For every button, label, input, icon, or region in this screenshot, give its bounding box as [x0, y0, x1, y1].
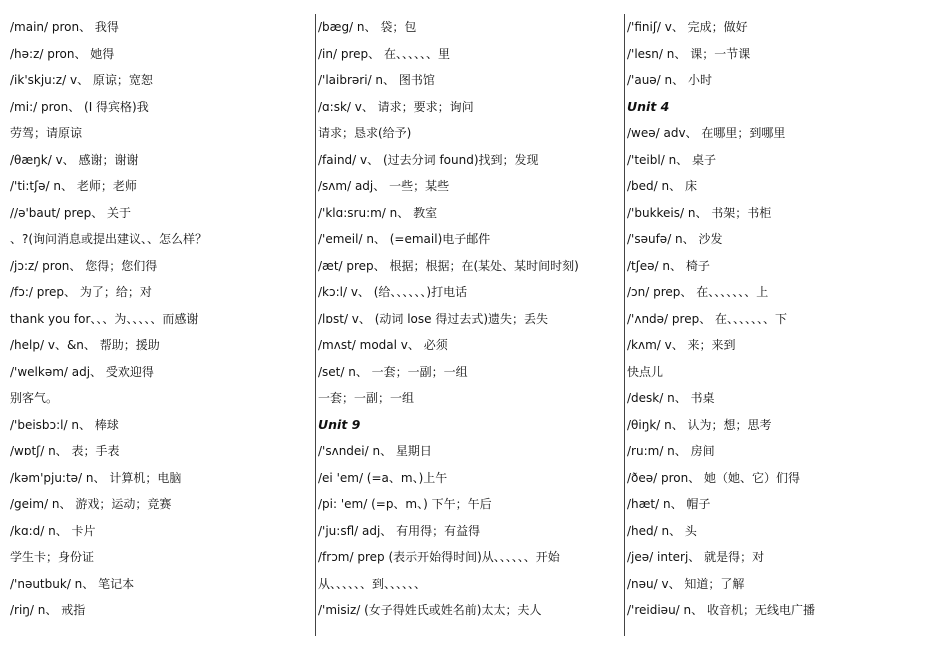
vocab-entry: /'sʌndei/ n、 星期日 — [318, 444, 432, 458]
vocab-column-2 — [318, 14, 618, 624]
vocab-entry: /set/ n、 一套；一副；一组 — [318, 364, 468, 379]
vocab-entry: /ik'skju:z/ v、 原谅；宽恕 — [10, 73, 153, 87]
vocab-entry: /kʌm/ v、 来；来到 — [627, 338, 736, 352]
vocab-entry: /ru:m/ n、 房间 — [627, 444, 715, 458]
vocab-entry: 、?(询问消息或提出建议、、怎么样？ — [10, 232, 208, 246]
vocab-entry: /æt/ prep、 根据；根据；在(某处、某时间时刻) — [318, 258, 579, 273]
vocab-entry: /mʌst/ modal v、 必须 — [318, 338, 448, 352]
vocab-entry: /pi: 'em/ (=p、m、) 下午；午后 — [318, 497, 492, 511]
vocab-entry: /nəu/ v、 知道；了解 — [627, 576, 745, 591]
vocab-entry: /desk/ n、 书桌 — [627, 391, 715, 405]
vocab-column-3 — [627, 14, 937, 624]
vocab-entry: /bed/ n、 床 — [627, 179, 697, 193]
vocab-entry: /'misiz/ (女子得姓氏或姓名前)太太；夫人 — [318, 603, 542, 617]
vocab-entry: /'welkəm/ adj、 受欢迎得 — [10, 364, 154, 379]
vocab-entry: /'nəutbuk/ n、 笔记本 — [10, 576, 135, 591]
vocab-entry: /sʌm/ adj、 一些；某些 — [318, 179, 450, 193]
vocab-entry: 从、、、、、、到、、、、、、 — [318, 576, 427, 591]
vocab-entry: /θæŋk/ v、 感谢；谢谢 — [10, 152, 139, 167]
vocab-entry: /tʃeə/ n、 椅子 — [627, 258, 710, 273]
vocab-entry: /'ti:tʃə/ n、 老师；老师 — [10, 179, 137, 193]
unit-heading: Unit 9 — [318, 416, 361, 432]
vocab-entry: 别客气。 — [10, 391, 59, 405]
vocab-entry: /'klɑ:sru:m/ n、 教室 — [318, 205, 438, 220]
vocab-entry: /hæt/ n、 帽子 — [627, 497, 711, 511]
vocab-entry: 一套；一副；一组 — [318, 391, 415, 405]
vocab-entry: /help/ v、&n、 帮助；援助 — [10, 338, 160, 352]
vocab-entry: /'bukkeis/ n、 书架；书柜 — [627, 205, 772, 220]
vocab-entry: /jɔ:z/ pron、 您得；您们得 — [10, 258, 158, 273]
vocab-entry: /riŋ/ n、 戒指 — [10, 603, 86, 617]
vocab-entry: /hed/ n、 头 — [627, 523, 697, 538]
vocab-entry: /'ju:sfl/ adj、 有用得；有益得 — [318, 523, 481, 538]
vocab-entry: /kɔ:l/ v、 (给、、、、、、)打电话 — [318, 285, 468, 299]
vocab-entry: thank you for、、、为、、、、、而感谢 — [10, 311, 199, 326]
vocab-entry: /'səufə/ n、 沙发 — [627, 232, 723, 246]
column-divider — [624, 14, 625, 636]
vocab-entry: /'beisbɔ:l/ n、 棒球 — [10, 417, 119, 432]
vocab-entry: /'laibrəri/ n、 图书馆 — [318, 73, 435, 87]
vocab-entry: /weə/ adv、 在哪里；到哪里 — [627, 126, 786, 140]
vocab-entry: /θiŋk/ n、 认为；想；思考 — [627, 417, 772, 432]
vocab-entry: /main/ pron、 我得 — [10, 20, 119, 34]
vocab-entry: /'auə/ n、 小时 — [627, 73, 712, 87]
vocab-entry: /geim/ n、 游戏；运动；竞赛 — [10, 497, 172, 511]
vocab-entry: 快点儿 — [627, 364, 664, 379]
vocab-entry: /mi:/ pron、 (I 得宾格)我 — [10, 99, 149, 114]
vocab-entry: /lɒst/ v、 (动词 lose 得过去式)遗失；丢失 — [318, 311, 549, 326]
column-divider — [315, 14, 316, 636]
vocab-entry: /frɔm/ prep (表示开始得时间)从、、、、、、开始 — [318, 550, 560, 564]
vocab-entry: /'ʌndə/ prep、 在、、、、、、、下 — [627, 311, 788, 326]
vocab-entry: /ei 'em/ (=a、m、)上午 — [318, 470, 448, 485]
vocab-entry: /'reidiəu/ n、 收音机；无线电广播 — [627, 603, 815, 617]
vocab-entry: /bæg/ n、 袋；包 — [318, 20, 417, 34]
vocab-entry: /faind/ v、 (过去分词 found)找到；发现 — [318, 152, 539, 167]
vocab-entry: 劳驾；请原谅 — [10, 126, 83, 140]
vocab-entry: /in/ prep、 在、、、、、、里 — [318, 46, 450, 61]
vocab-entry: /hə:z/ pron、 她得 — [10, 46, 115, 61]
vocab-entry: /ɑ:sk/ v、 请求；要求；询问 — [318, 99, 474, 114]
vocab-entry: /'finiʃ/ v、 完成；做好 — [627, 20, 748, 34]
vocab-entry: /'lesn/ n、 课；一节课 — [627, 46, 751, 61]
vocab-entry: /kɑ:d/ n、 卡片 — [10, 523, 96, 538]
vocab-entry: //ə'baut/ prep、 关于 — [10, 205, 132, 220]
vocab-entry: 学生卡；身份证 — [10, 550, 95, 564]
vocab-entry: /'teibl/ n、 桌子 — [627, 152, 716, 167]
vocab-entry: 请求；恳求(给予) — [318, 126, 412, 140]
vocab-entry: /fɔ:/ prep、 为了；给；对 — [10, 285, 152, 299]
vocab-entry: /jeə/ interj、 就是得；对 — [627, 550, 765, 564]
vocab-entry: /wɒtʃ/ n、 表；手表 — [10, 444, 120, 458]
vocab-entry: /'emeil/ n、 (=email)电子邮件 — [318, 232, 491, 246]
vocab-entry: /ðeə/ pron、 她（她、它）们得 — [627, 470, 801, 485]
vocab-entry: /kəm'pju:tə/ n、 计算机；电脑 — [10, 470, 182, 485]
vocab-entry: /ɔn/ prep、 在、、、、、、、上 — [627, 285, 769, 299]
vocab-column-1 — [10, 14, 310, 624]
unit-heading: Unit 4 — [627, 98, 670, 114]
